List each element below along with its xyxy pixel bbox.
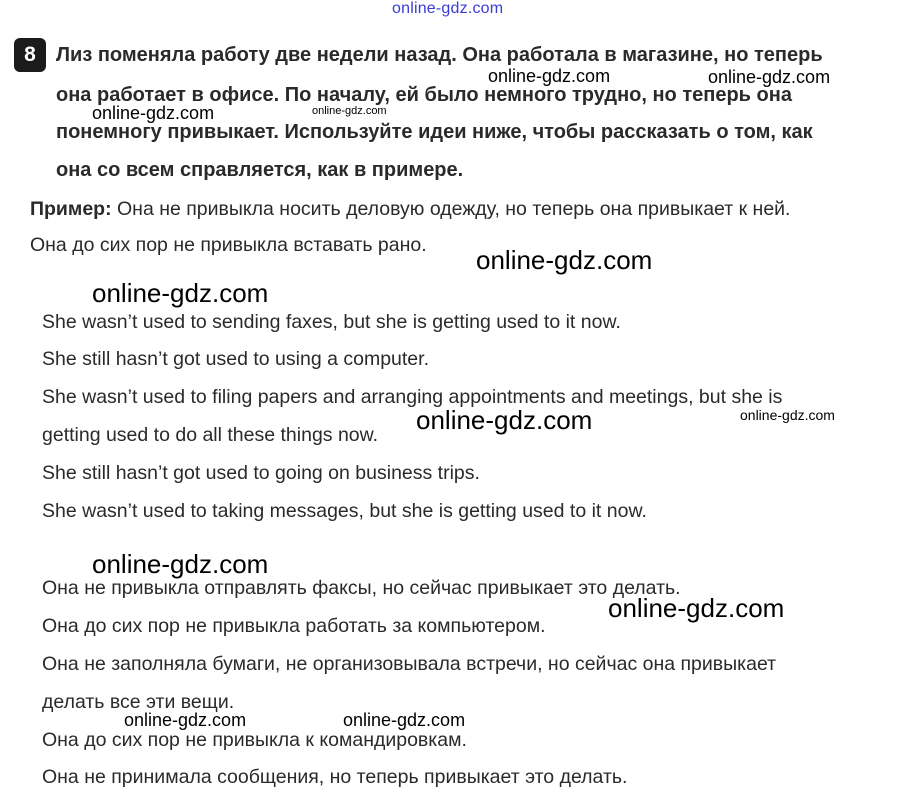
- watermark: online-gdz.com: [124, 710, 247, 730]
- watermark: online-gdz.com: [608, 593, 785, 623]
- task-line: она со всем справляется, как в примере.: [56, 159, 464, 181]
- answer-ru: делать все эти вещи.: [42, 691, 235, 713]
- watermark: online-gdz.com: [708, 67, 831, 87]
- answer-ru: Она не привыкла отправлять факсы, но сейчас привыкает это делать.: [42, 577, 681, 599]
- answer-ru: Она не принимала сообщения, но теперь привыкает это делать.: [42, 766, 628, 788]
- answer-en: She wasn’t used to filing papers and arranging appointments and meetings, but she is: [42, 386, 783, 408]
- example-line-1: [30, 198, 790, 221]
- task-line: Лиз поменяла работу две недели назад. Она работала в магазине, но теперь: [56, 44, 823, 66]
- answer-en: She still hasn’t got used to using a computer.: [42, 348, 429, 370]
- example-label: Пример:: [30, 198, 112, 220]
- answer-en: getting used to do all these things now.: [42, 424, 379, 446]
- answer-ru: Она не заполняла бумаги, не организовывала встречи, но сейчас она привыкает: [42, 653, 777, 675]
- example-line-2: Она до сих пор не привыкла вставать рано.: [30, 234, 427, 256]
- answer-ru: Она до сих пор не привыкла к командировкам.: [42, 729, 467, 751]
- watermark: online-gdz.com: [92, 103, 215, 123]
- watermark: online-gdz.com: [416, 405, 593, 435]
- watermark: online-gdz.com: [92, 278, 269, 308]
- top-watermark: online-gdz.com: [392, 0, 504, 17]
- task-line: понемногу привыкает. Используйте идеи ниже, чтобы рассказать о том, как: [56, 121, 813, 143]
- watermark: online-gdz.com: [488, 66, 611, 86]
- watermark: online-gdz.com: [312, 105, 387, 117]
- answer-ru: Она до сих пор не привыкла работать за компьютером.: [42, 615, 546, 637]
- example-text: Она не привыкла носить деловую одежду, но теперь она привыкает к ней.: [117, 198, 791, 220]
- task-line: она работает в офисе. По началу, ей было немного трудно, но теперь она: [56, 84, 792, 106]
- answer-en: She still hasn’t got used to going on business trips.: [42, 462, 480, 484]
- answer-en: She wasn’t used to taking messages, but she is getting used to it now.: [42, 500, 647, 522]
- watermark: online-gdz.com: [92, 549, 269, 579]
- watermark: online-gdz.com: [476, 245, 653, 275]
- watermark: online-gdz.com: [740, 407, 835, 423]
- exercise-number-badge: 8: [14, 38, 46, 72]
- watermark: online-gdz.com: [343, 710, 466, 730]
- answer-en: She wasn’t used to sending faxes, but she is getting used to it now.: [42, 311, 621, 333]
